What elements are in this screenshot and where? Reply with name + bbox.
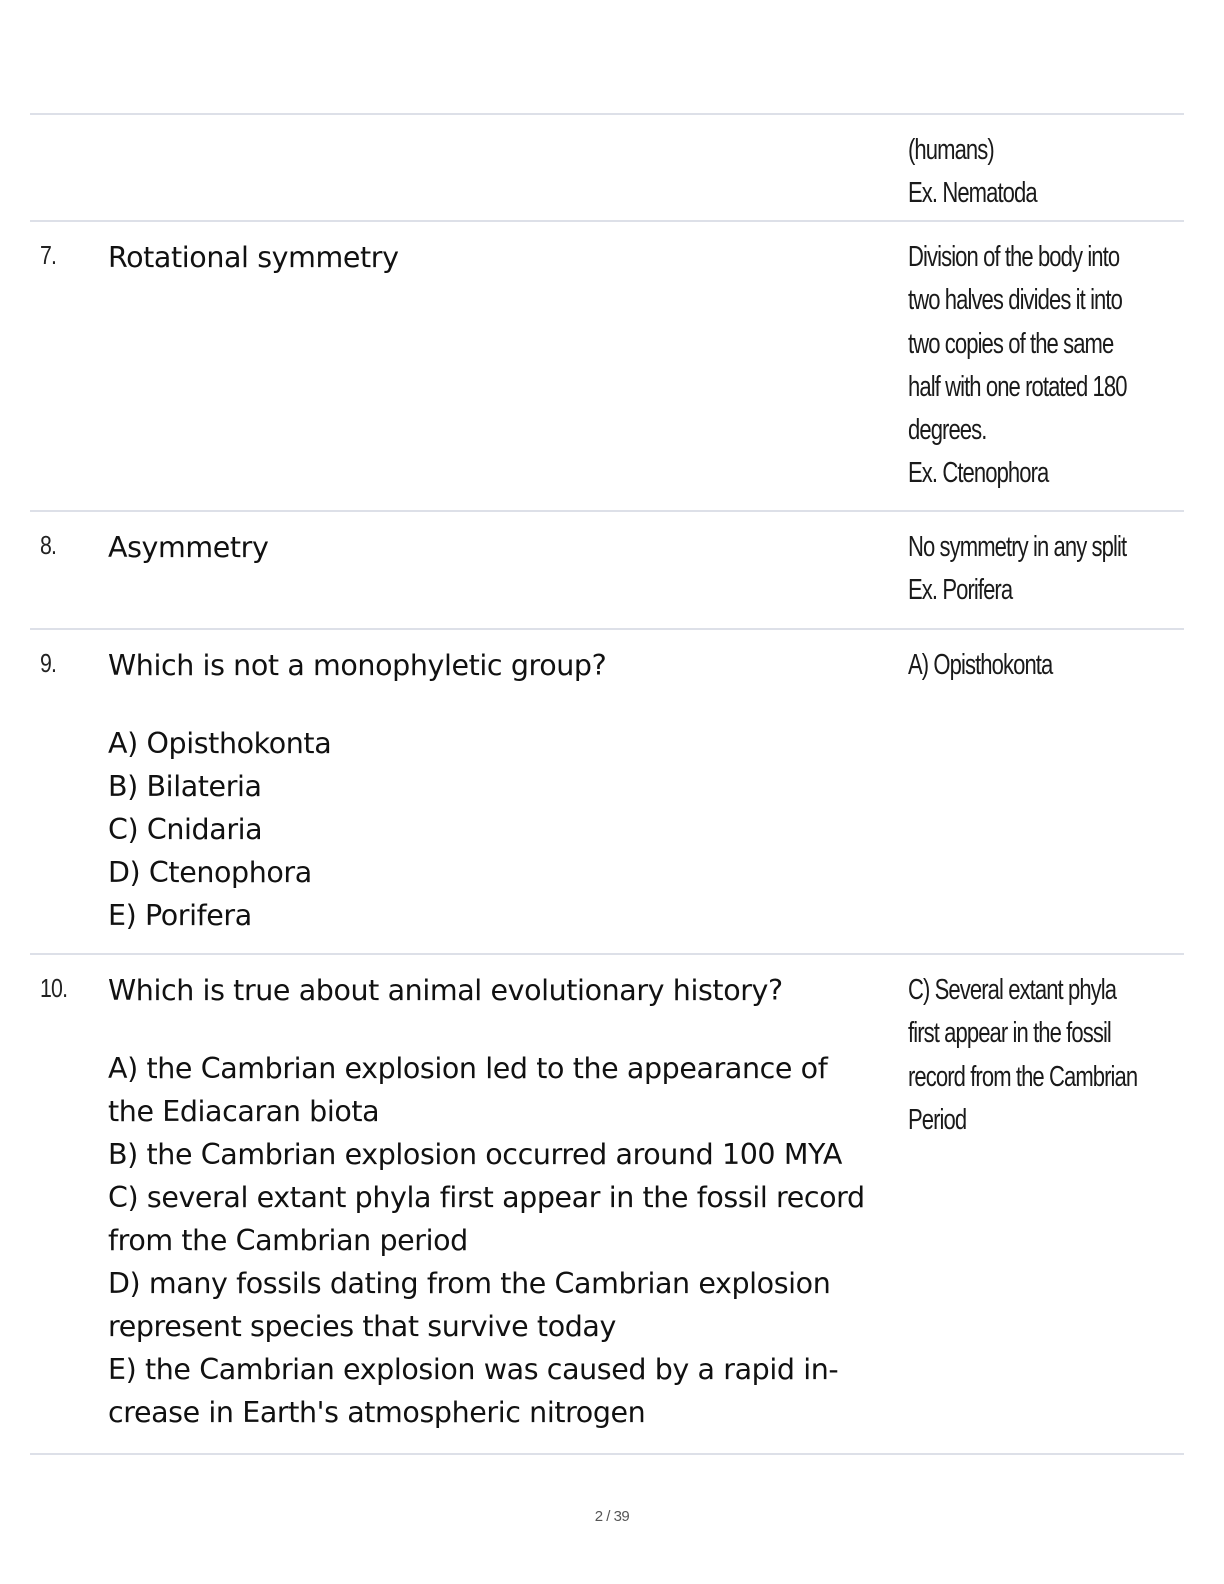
card-row-8 <box>30 510 1184 630</box>
answer-option: from the Cambrian period <box>108 1224 468 1257</box>
answer-option: D) Ctenophora <box>108 856 312 889</box>
page-indicator: 2 / 39 <box>594 1508 630 1525</box>
answer-option: the Ediacaran biota <box>108 1095 380 1128</box>
card-term <box>108 236 908 279</box>
definition-line: two halves divides it into <box>908 284 1122 317</box>
question-text: Which is true about animal evolutionary history? <box>108 974 783 1007</box>
answer-option: B) Bilateria <box>108 770 262 803</box>
definition-line: No symmetry in any split <box>908 531 1127 563</box>
definition-line: Ex. Ctenophora <box>908 457 1049 490</box>
definition-line: Ex. Nematoda <box>908 177 1037 210</box>
answer-option: D) many fossils dating from the Cambrian explosion <box>108 1267 831 1300</box>
card-term <box>108 644 908 937</box>
card-definition <box>908 969 1159 1142</box>
card-row-9 <box>30 628 1184 955</box>
card-definition <box>908 129 1159 216</box>
definition-line: Period <box>908 1103 967 1136</box>
definition-line: Division of the body into <box>908 241 1120 273</box>
card-number: 10. <box>40 973 68 1003</box>
definition-line: first appear in the fossil <box>908 1017 1111 1050</box>
definition-line: (humans) <box>908 134 994 166</box>
term-text: Asymmetry <box>108 531 269 564</box>
definition-line: degrees. <box>908 414 987 447</box>
card-number: 7. <box>40 240 57 270</box>
answer-option: crease in Earth's atmospheric nitrogen <box>108 1396 646 1429</box>
definition-line: record from the Cambrian <box>908 1060 1138 1093</box>
definition-line: half with one rotated 180 <box>908 370 1127 403</box>
card-row-7 <box>30 220 1184 512</box>
answer-option: B) the Cambrian explosion occurred around 100 MYA <box>108 1138 842 1171</box>
definition-line: Ex. Porifera <box>908 574 1013 607</box>
definition-line: C) Several extant phyla <box>908 974 1117 1006</box>
definition-line: A) Opisthokonta <box>908 649 1053 681</box>
card-definition <box>908 236 1159 496</box>
answer-option: A) Opisthokonta <box>108 727 332 760</box>
answer-option: C) Cnidaria <box>108 813 263 846</box>
answer-option: A) the Cambrian explosion led to the appearance of <box>108 1052 828 1085</box>
card-number: 8. <box>40 530 57 560</box>
term-text: Rotational symmetry <box>108 241 399 274</box>
card-row-continuation <box>30 113 1184 222</box>
answer-option: E) the Cambrian explosion was caused by a rapid in- <box>108 1353 839 1386</box>
card-definition <box>908 526 1159 613</box>
card-number: 9. <box>40 648 57 678</box>
answer-option: E) Porifera <box>108 899 252 932</box>
answer-option: C) several extant phyla first appear in the fossil record <box>108 1181 865 1214</box>
card-definition <box>908 644 1159 687</box>
card-term <box>108 969 908 1434</box>
definition-line: two copies of the same <box>908 327 1114 360</box>
answer-option: represent species that survive today <box>108 1310 616 1343</box>
card-term <box>108 526 908 569</box>
card-row-10 <box>30 953 1184 1455</box>
question-text: Which is not a monophyletic group? <box>108 649 607 682</box>
